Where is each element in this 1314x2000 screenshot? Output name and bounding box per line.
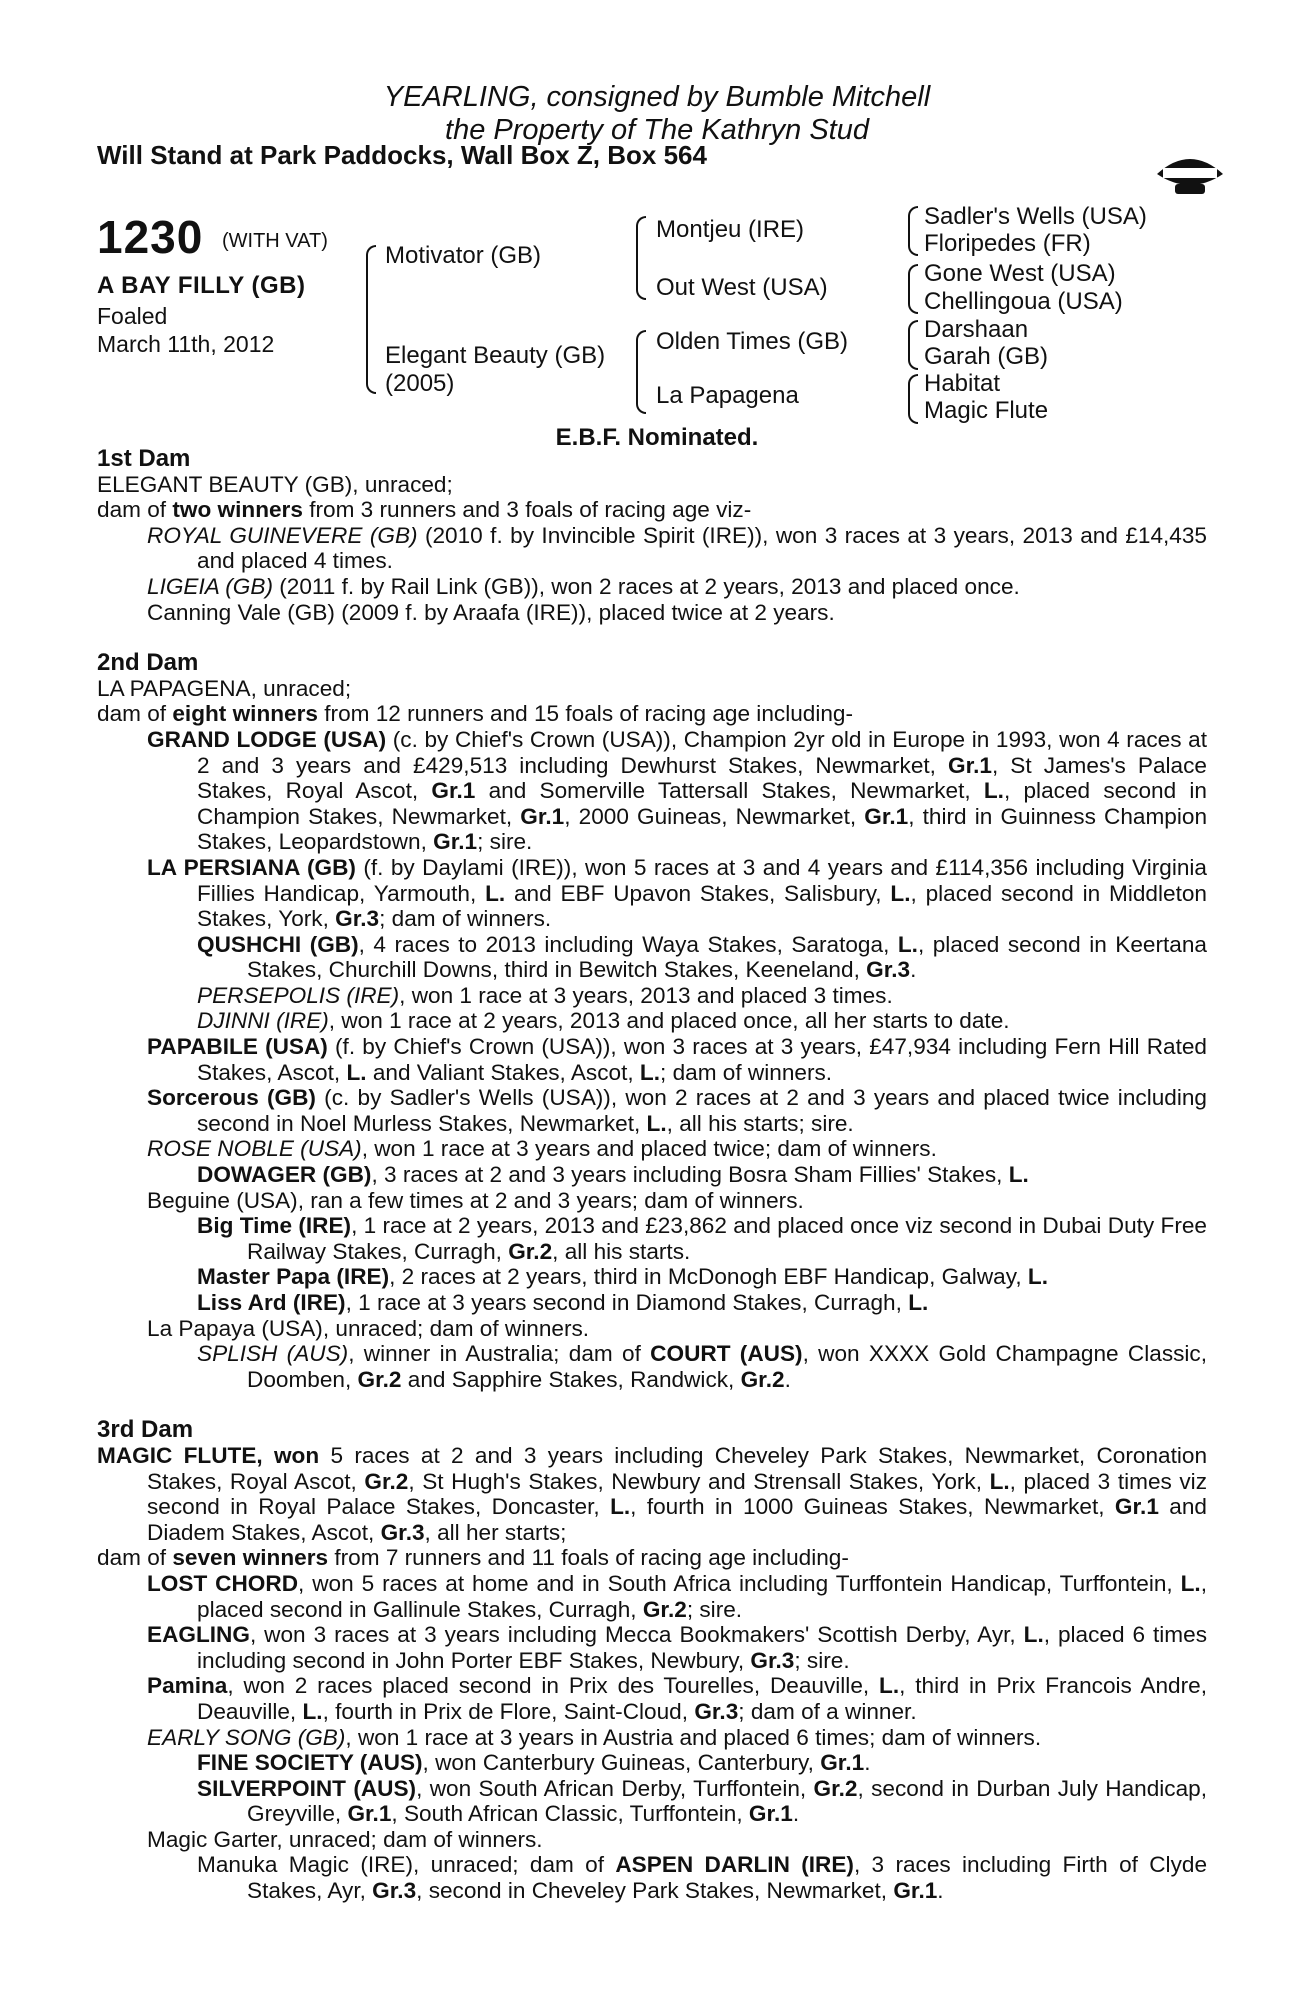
- progeny-entry: SPLISH (AUS), winner in Australia; dam of COURT (AUS), won XXXX Gold Champagne Classic, Doomben, Gr.2 and Sapphire Stakes, Randwick, Gr.2.: [197, 1341, 1208, 1392]
- pedigree-sire: Motivator (GB): [385, 242, 542, 269]
- progeny-entry: Manuka Magic (IRE), unraced; dam of ASPEN DARLIN (IRE), 3 races including Firth of Clyde Stakes, Ayr, Gr.3, second in Cheveley Park Stakes, Newmarket, Gr.1.: [197, 1852, 1208, 1904]
- progeny-entry: Big Time (IRE), 1 race at 2 years, 2013 and £23,862 and placed once viz second in Dubai Duty Free Railway Stakes, Curragh, Gr.2, all his starts.: [197, 1213, 1207, 1264]
- progeny-entry: PAPABILE (USA) (f. by Chief's Crown (USA)), won 3 races at 3 years, £47,934 including Fern Hill Rated Stakes, Ascot, L. and Valiant Stakes, Ascot, L.; dam of winners.: [147, 1034, 1207, 1085]
- progeny-entry: Canning Vale (GB) (2009 f. by Araafa (IRE)), placed twice at 2 years.: [147, 599, 835, 625]
- pedigree-sire-sire: Montjeu (IRE): [656, 216, 805, 243]
- progeny-entry: Beguine (USA), ran a few times at 2 and 3 years; dam of winners.: [147, 1187, 804, 1213]
- third-dam-produce-summary: dam of seven winners from 7 runners and 11 foals of racing age including-: [97, 1545, 849, 1571]
- yearling-bonus-badge-icon: [1155, 146, 1225, 198]
- pedigree-g1: Sadler's Wells (USA): [924, 203, 1147, 230]
- pedigree-g7: Habitat: [924, 370, 1001, 397]
- progeny-entry: DOWAGER (GB), 3 races at 2 and 3 years including Bosra Sham Fillies' Stakes, L.: [197, 1162, 1029, 1188]
- header-stand-location: Will Stand at Park Paddocks, Wall Box Z, Box 564: [97, 140, 707, 170]
- progeny-entry: QUSHCHI (GB), 4 races to 2013 including Waya Stakes, Saratoga, L., placed second in Keertana Stakes, Churchill Downs, third in Bewitch Stakes, Keeneland, Gr.3.: [197, 931, 1207, 983]
- progeny-entry: LOST CHORD, won 5 races at home and in South Africa including Turffontein Handicap, Turffontein, L., placed second in Gallinule Stakes, Curragh, Gr.2; sire.: [147, 1570, 1207, 1622]
- pedigree-dam-dam: La Papagena: [656, 382, 799, 409]
- pedigree-dam-sire: Olden Times (GB): [656, 328, 849, 355]
- progeny-entry: GRAND LODGE (USA) (c. by Chief's Crown (USA)), Champion 2yr old in Europe in 1993, won 4 races at 2 and 3 years and £429,513 including Dewhurst Stakes, Newmarket, Gr.1, St James's Palace Stakes, Royal Ascot, Gr.1 and Somerville Tattersall Stakes, Newmarket, L., placed second in Champion Stakes, Newmarket, Gr.1, 2000 Guineas, Newmarket, Gr.1, third in Guinness Champion Stakes, Leopardstown, Gr.1; sire.: [147, 726, 1208, 855]
- second-dam-line: LA PAPAGENA, unraced;: [97, 675, 352, 701]
- progeny-entry: Master Papa (IRE), 2 races at 2 years, third in McDonogh EBF Handicap, Galway, L.: [197, 1264, 1048, 1290]
- pedigree-g4: Chellingoua (USA): [924, 288, 1123, 315]
- first-dam-produce-summary: dam of two winners from 3 runners and 3 foals of racing age viz-: [97, 497, 752, 523]
- third-dam-heading: 3rd Dam: [97, 1416, 194, 1444]
- pedigree-bracket: [908, 264, 918, 314]
- progeny-entry: ROSE NOBLE (USA), won 1 race at 3 years and placed twice; dam of winners.: [147, 1136, 937, 1162]
- pedigree-bracket: [366, 245, 376, 394]
- progeny-entry: EAGLING, won 3 races at 3 years including Mecca Bookmakers' Scottish Derby, Ayr, L., placed 6 times including second in John Porter EBF Stakes, Newbury, Gr.3; sire.: [147, 1622, 1207, 1673]
- progeny-entry: LIGEIA (GB) (2011 f. by Rail Link (GB)), won 2 races at 2 years, 2013 and placed once.: [147, 573, 1020, 599]
- pedigree-g8: Magic Flute: [924, 397, 1049, 424]
- progeny-entry: DJINNI (IRE), won 1 race at 2 years, 2013 and placed once, all her starts to date.: [197, 1008, 1010, 1034]
- pedigree-sire-dam: Out West (USA): [656, 274, 828, 301]
- pedigree-bracket: [636, 216, 646, 300]
- progeny-entry: La Papaya (USA), unraced; dam of winners.: [147, 1315, 590, 1341]
- progeny-entry: Sorcerous (GB) (c. by Sadler's Wells (USA)), won 2 races at 2 and 3 years and placed twice including second in Noel Murless Stakes, Newmarket, L., all his starts; sire.: [147, 1085, 1207, 1136]
- pedigree-g6: Garah (GB): [924, 343, 1049, 370]
- third-dam-record: MAGIC FLUTE, won 5 races at 2 and 3 years including Cheveley Park Stakes, Newmarket, Coronation Stakes, Royal Ascot, Gr.2, St Hugh's Stakes, Newbury and Strensall Stakes, York, L., placed 3 times viz second in Royal Palace Stakes, Doncaster, L., fourth in 1000 Guineas Stakes, Newmarket, Gr.1 and Diadem Stakes, Ascot, Gr.3, all her starts;: [97, 1442, 1208, 1545]
- progeny-entry: Liss Ard (IRE), 1 race at 3 years second in Diamond Stakes, Curragh, L.: [197, 1290, 929, 1315]
- progeny-entry: PERSEPOLIS (IRE), won 1 race at 3 years, 2013 and placed 3 times.: [197, 982, 893, 1008]
- catalogue-body: [97, 446, 1207, 1904]
- header-property: the Property of The Kathryn Stud: [445, 114, 869, 146]
- pedigree-bracket: [908, 206, 918, 256]
- second-dam-produce-summary: dam of eight winners from 12 runners and 15 foals of racing age including-: [97, 701, 854, 727]
- progeny-entry: Magic Garter, unraced; dam of winners.: [147, 1826, 543, 1852]
- progeny-entry: EARLY SONG (GB), won 1 race at 3 years in Austria and placed 6 times; dam of winners.: [147, 1724, 1042, 1750]
- progeny-entry: Pamina, won 2 races placed second in Prix des Tourelles, Deauville, L., third in Prix Francois Andre, Deauville, L., fourth in Prix de Flore, Saint-Cloud, Gr.3; dam of a winner.: [147, 1673, 1207, 1724]
- progeny-entry: LA PERSIANA (GB) (f. by Daylami (IRE)), won 5 races at 3 and 4 years and £114,356 including Virginia Fillies Handicap, Yarmouth, L. and EBF Upavon Stakes, Salisbury, L., placed second in Middleton Stakes, York, Gr.3; dam of winners.: [147, 854, 1207, 932]
- vat-note: (WITH VAT): [222, 230, 328, 252]
- lot-number: 1230: [97, 211, 204, 263]
- foaled-date: March 11th, 2012: [97, 331, 275, 357]
- pedigree-g3: Gone West (USA): [924, 260, 1116, 287]
- second-dam-heading: 2nd Dam: [97, 649, 199, 677]
- pedigree-dam-year: (2005): [385, 370, 455, 397]
- first-dam-line: ELEGANT BEAUTY (GB), unraced;: [97, 471, 453, 497]
- first-dam-heading: 1st Dam: [97, 445, 191, 472]
- progeny-entry: ROYAL GUINEVERE (GB) (2010 f. by Invincible Spirit (IRE)), won 3 races at 3 years, 2013 and £14,435 and placed 4 times.: [147, 522, 1207, 574]
- header-consignor: YEARLING, consigned by Bumble Mitchell: [383, 81, 931, 113]
- pedigree-g2: Floripedes (FR): [924, 230, 1091, 257]
- foaled-label: Foaled: [97, 303, 168, 329]
- pedigree-g5: Darshaan: [924, 316, 1029, 343]
- pedigree-bracket: [636, 330, 646, 414]
- progeny-entry: SILVERPOINT (AUS), won South African Derby, Turffontein, Gr.2, second in Durban July Handicap, Greyville, Gr.1, South African Classic, Turffontein, Gr.1.: [197, 1775, 1208, 1827]
- pedigree-bracket: [908, 320, 918, 370]
- progeny-entry: FINE SOCIETY (AUS), won Canterbury Guineas, Canterbury, Gr.1.: [197, 1750, 871, 1776]
- lot-title: A BAY FILLY (GB): [97, 272, 306, 299]
- pedigree-bracket: [908, 374, 918, 424]
- ebf-nominated: E.B.F. Nominated.: [555, 424, 759, 451]
- pedigree-dam: Elegant Beauty (GB): [385, 342, 606, 369]
